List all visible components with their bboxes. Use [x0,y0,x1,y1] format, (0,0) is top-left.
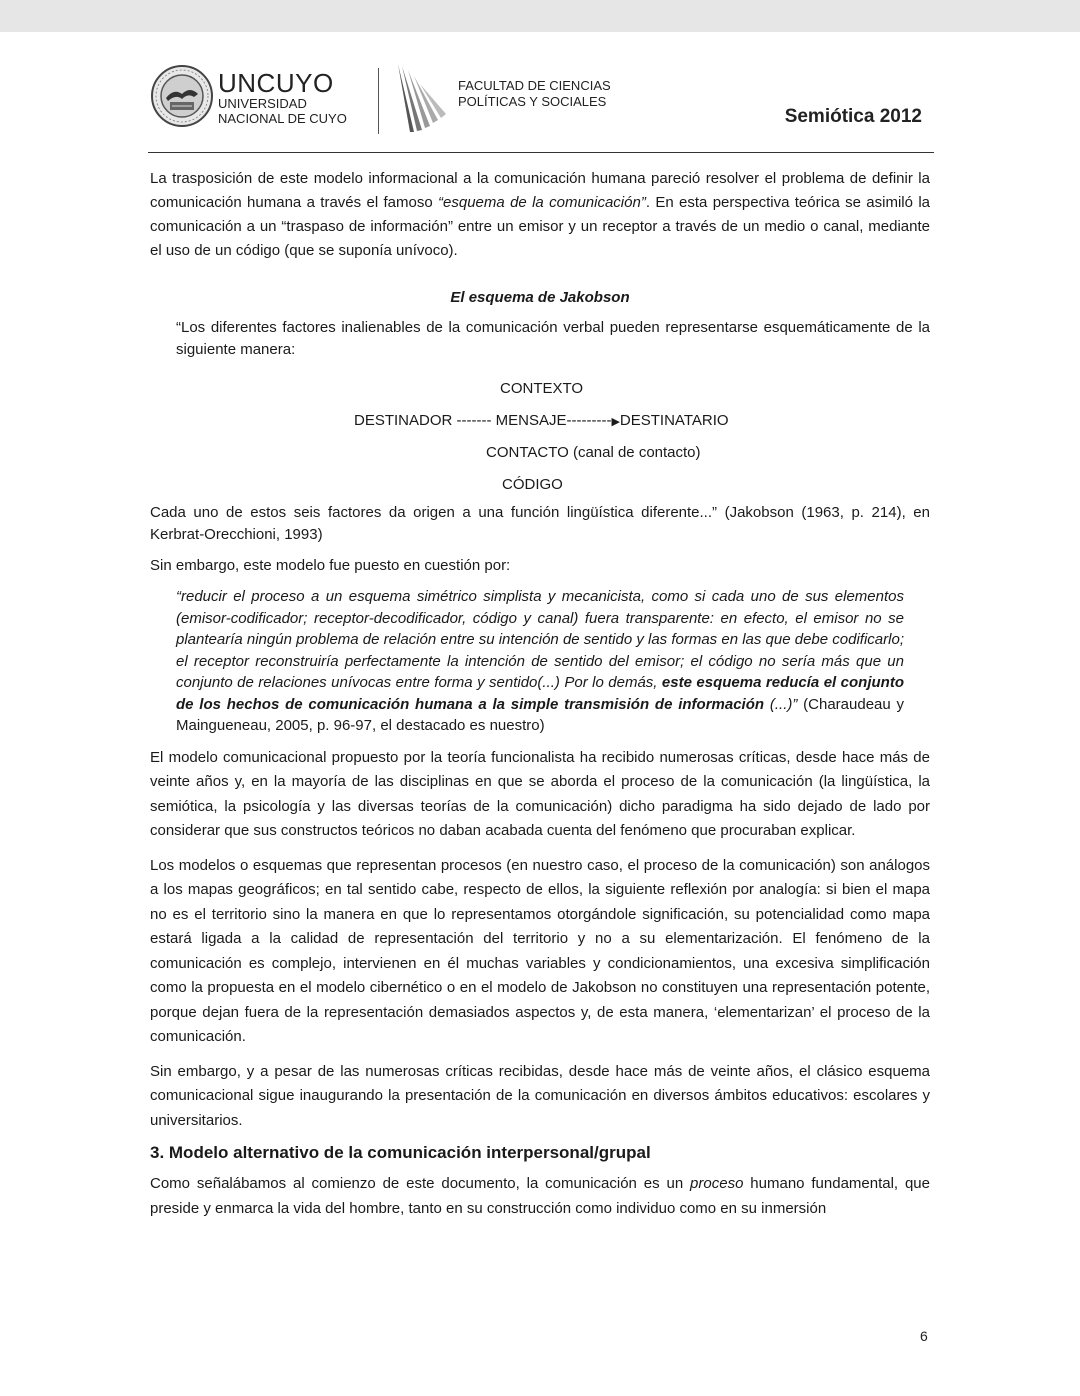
faculty-name [458,78,611,110]
scheme-destinador: DESTINADOR ------- MENSAJE--------- [354,412,612,429]
paragraph-1-text-end: . En esta perspectiva teórica se asimiló la comunicación a un “traspaso de información” entre un emisor y un receptor a través de un medio o canal, mediante el uso de un código (que se suponía unívoco). [150,194,930,259]
paragraph-7-text-end: humano fundamental, que preside y enmarca la vida del hombre, tanto en su construcción como individuo como en su inmersión [150,1175,930,1217]
paragraph-1-text: La trasposición de este modelo informacional a la comunicación humana pareció resolver el problema de definir la comunicación humana a través el famoso [150,170,930,211]
block-quote [176,586,904,737]
course-title: Semiótica 2012 [784,106,922,127]
scheme-contacto: CONTACTO (canal de contacto) [486,444,701,461]
quote-bold-text: este esquema reducía el conjunto de los hechos de comunicación humana a la simple transmisión de información [176,674,904,713]
header-divider [378,68,379,134]
paragraph-6: Sin embargo, y a pesar de las numerosas críticas recibidas, desde hace más de veinte años, el clásico esquema comunicacional sigue inaugurando la presentación de la comunicación en diversos ámbitos educativos: escolares y universitarios. [150,1062,930,1129]
scheme-destinatario: DESTINATARIO [619,412,729,429]
university-seal-icon [150,64,214,128]
viewer-top-bar [0,0,1080,32]
paragraph-2: Cada uno de estos seis factores da origen a una función lingüística diferente...” (Jakobson (1963, p. 214), en Kerbrat-Orecchioni, 1993) [150,504,930,543]
section-heading: 3. Modelo alternativo de la comunicación interpersonal/grupal [150,1143,651,1162]
university-short-name: UNCUYO [218,68,334,98]
paragraph-1-emphasis: “esquema de la comunicación” [438,194,646,211]
page-header [150,62,934,154]
scheme-main-line [354,409,729,434]
scheme-contexto: CONTEXTO [500,380,584,397]
paragraph-7-emphasis: proceso [690,1175,744,1192]
quote-citation: (Charaudeau y Maingueneau, 2005, p. 96-97, el destacado es nuestro) [176,695,905,734]
paragraph-1 [150,167,930,263]
paragraph-7 [150,1172,930,1221]
faculty-line-2: POLÍTICAS Y SOCIALES [458,94,607,109]
paragraph-3: Sin embargo, este modelo fue puesto en cuestión por: [150,557,511,574]
paragraph-7-text: Como señalábamos al comienzo de este documento, la comunicación es un [150,1175,691,1192]
university-line-1: UNIVERSIDAD [218,96,307,111]
scheme-title: El esquema de Jakobson [450,289,630,306]
page-number: 6 [920,1328,928,1344]
header-rule [148,152,934,153]
university-full-name [218,96,347,126]
scheme-arrow-icon: ▶ [611,416,620,428]
scheme-intro: “Los diferentes factores inalienables de la comunicación verbal pueden representarse esquemáticamente de la siguiente manera: [176,319,930,358]
paragraph-4: El modelo comunicacional propuesto por la teoría funcionalista ha recibido numerosas críticas, desde hace más de veinte años y, en la mayoría de las disciplinas en que se aborda el proceso de la comunicación (la lingüística, la semiótica, la psicología y las diversas teorías de la comunicación) dicho paradigma ha sido dejado de lado por considerar que sus constructos teóricos no daban acabada cuenta del fenómeno que procuraban explicar. [150,748,930,839]
quote-text-end: (...)” [764,695,798,713]
faculty-logo-icon [396,62,448,134]
document-body [150,167,930,1221]
university-line-2: NACIONAL DE CUYO [218,111,347,126]
paragraph-5: Los modelos o esquemas que representan procesos (en nuestro caso, el proceso de la comunicación) son análogos a los mapas geográficos; en tal sentido cabe, respecto de ellos, la siguiente reflexión por analogía: si bien el mapa no es el territorio sino la manera en que lo representamos otorgándole significación, su potencialidad como mapa estará ligada a la calidad de representación del territorio y no a su elementarización. El fenómeno de la comunicación es complejo, intervienen en él muchas variables y condicionamientos, una excesiva simplificación como la propuesta en el modelo cibernético o en el modelo de Jakobson no constituyen una representación potente, porque dejan fuera de la representación demasiados aspectos y, de esta manera, ‘elementarizan’ el proceso de la comunicación. [150,856,930,1045]
jakobson-scheme [150,373,930,503]
quote-text: “reducir el proceso a un esquema simétrico simplista y mecanicista, como si cada uno de sus elementos (emisor-codificador; receptor-decodificador, código y canal) fuera transparente: en efecto, el emisor no se plantearía ningún problema de relación entre su intención de sentido y las formas en las que debe codificarlo; el receptor reconstruiría perfectamente la intención de sentido del emisor; el código no sería más que un conjunto de relaciones unívocas entre forma y sentido(...) Por lo demás, [176,588,904,691]
scheme-codigo: CÓDIGO [502,476,563,493]
faculty-line-1: FACULTAD DE CIENCIAS [458,78,611,93]
